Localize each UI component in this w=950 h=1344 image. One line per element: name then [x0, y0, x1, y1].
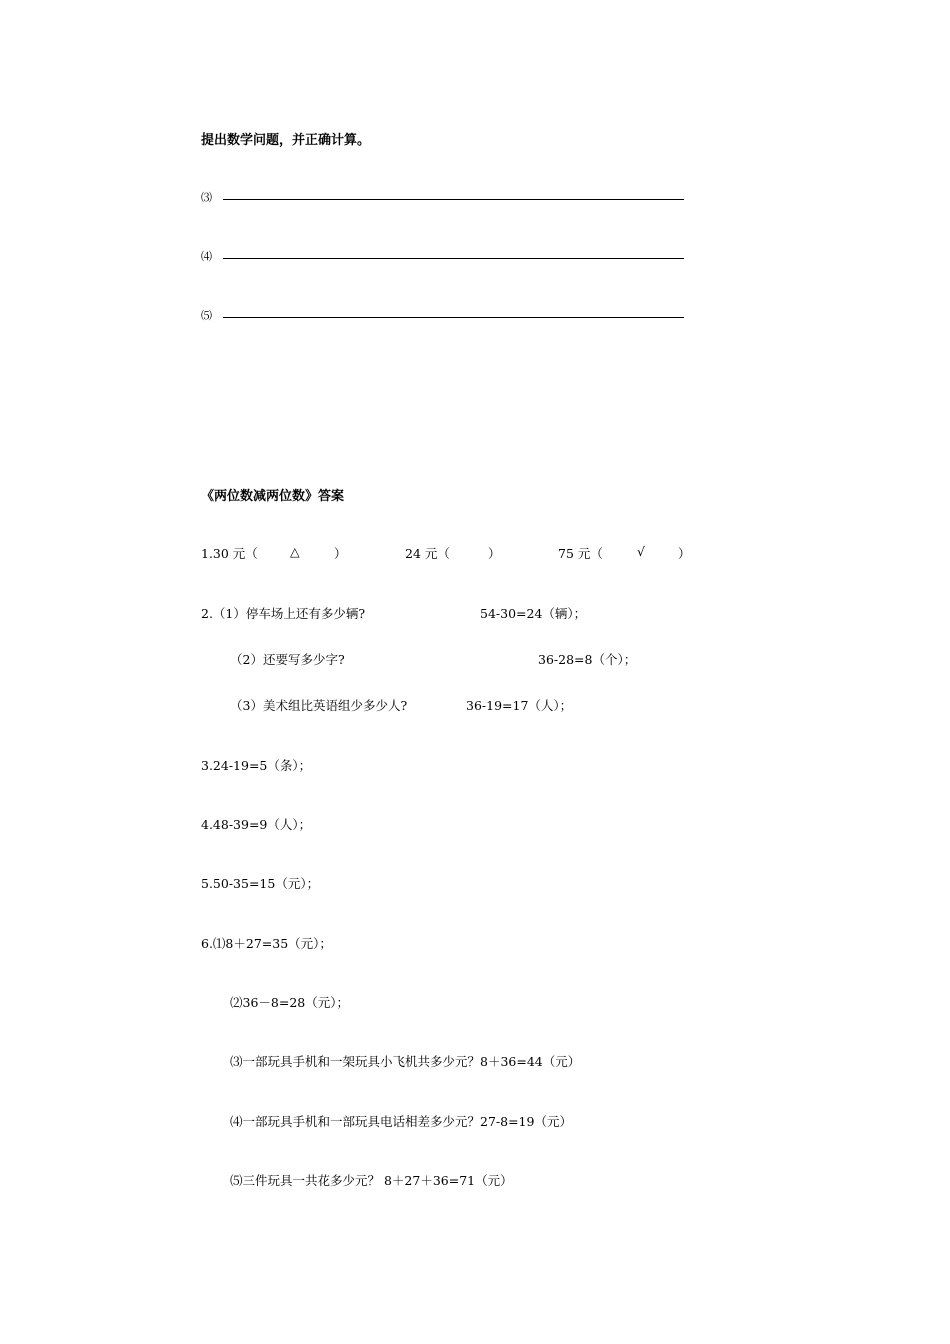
- q6-4-answer: ⑷一部玩具手机和一部玩具电话相差多少元？27-8=19（元）: [230, 1114, 572, 1129]
- q1-option-c-close: ）: [678, 546, 691, 561]
- section-title: 提出数学问题，并正确计算。: [201, 133, 371, 148]
- q2-1-answer: 54-30=24（辆）；: [480, 606, 587, 621]
- q2-3-question: （3）美术组比英语组少多少人?: [230, 698, 408, 713]
- q6-1-answer: 6.⑴8＋27=35（元）；: [201, 936, 332, 951]
- blank-label-4: ⑷: [201, 250, 212, 263]
- q2-2-answer: 36-28=8（个）；: [538, 652, 637, 667]
- q6-5-answer: ⑸三件玩具一共花多少元？ 8＋27＋36=71（元）: [230, 1173, 513, 1188]
- q1-option-a-close: ）: [334, 546, 347, 561]
- answer-blank-line-4: [223, 258, 684, 259]
- q2-1-question: 2.（1）停车场上还有多少辆?: [201, 606, 366, 621]
- answer-blank-line-5: [223, 317, 684, 318]
- q2-2-question: （2）还要写多少字?: [230, 652, 345, 667]
- answers-title: 《两位数减两位数》答案: [201, 489, 345, 504]
- q6-3-answer: ⑶一部玩具手机和一架玩具小飞机共多少元？8＋36=44（元）: [230, 1054, 581, 1069]
- blank-label-3: ⑶: [201, 191, 212, 204]
- q3-answer: 3.24-19=5（条）；: [201, 758, 312, 773]
- q2-3-answer: 36-19=17（人）；: [466, 698, 573, 713]
- q1-option-b-close: ）: [488, 546, 501, 561]
- blank-label-5: ⑸: [201, 309, 212, 322]
- q4-answer: 4.48-39=9（人）；: [201, 817, 312, 832]
- q6-2-answer: ⑵36－8=28（元）；: [230, 995, 349, 1010]
- q1-option-b: 24 元（: [405, 546, 450, 561]
- q5-answer: 5.50-35=15（元）；: [201, 876, 320, 891]
- answer-blank-line-3: [223, 199, 684, 200]
- triangle-mark: △: [290, 544, 300, 559]
- q1-option-a: 1.30 元（: [201, 546, 258, 561]
- q1-option-c: 75 元（: [558, 546, 603, 561]
- check-mark: √: [637, 544, 645, 559]
